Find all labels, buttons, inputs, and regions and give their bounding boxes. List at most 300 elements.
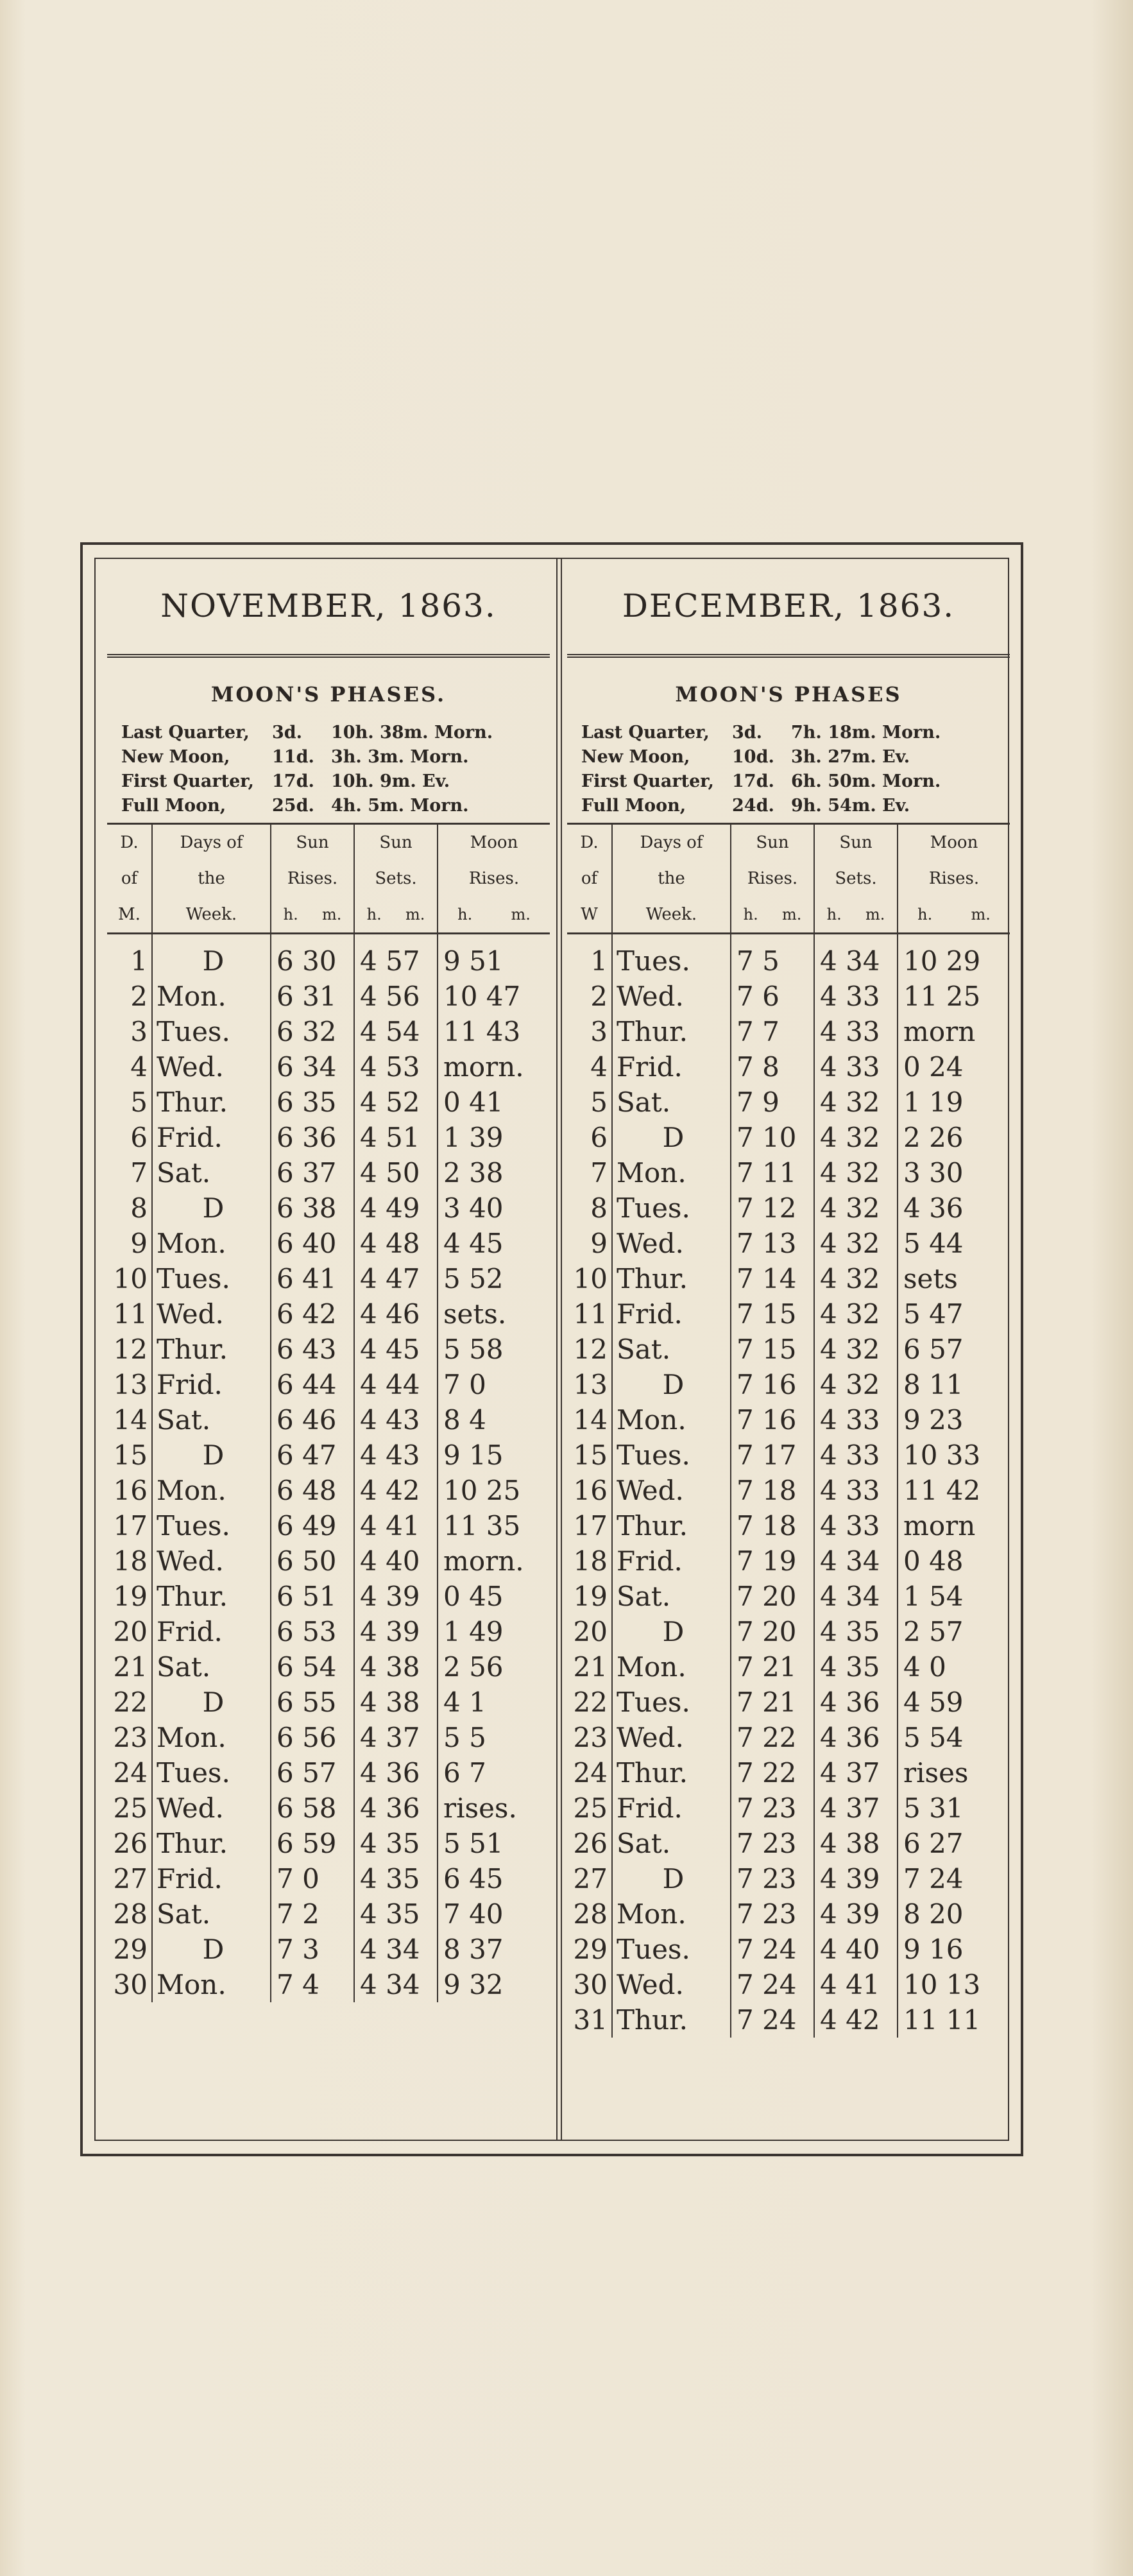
day-of-week: Tues. [612,1438,731,1473]
header-sun-sets [354,825,438,934]
header-line: D. [120,833,139,852]
table-row [567,1508,1010,1543]
day-number: 4 [107,1049,152,1085]
sun-set-time: 4 34 [814,1543,898,1579]
day-of-week: Mon. [612,1155,731,1190]
header-line: Rises. [468,869,520,888]
day-number: 12 [567,1332,612,1367]
calendar-table [107,825,550,2002]
day-of-week: Frid. [152,1614,271,1649]
moon-rise-time: 11 43 [443,1016,521,1047]
table-row [107,1190,550,1226]
phase-name: Last Quarter, [581,723,710,743]
header-moon-rises [898,825,1010,934]
moon-rise-time: 4 1 [443,1687,486,1718]
table-row [107,1508,550,1543]
day-number: 5 [107,1085,152,1120]
table-row [567,1332,1010,1367]
header-units [815,897,897,932]
sun-set-time: 4 33 [814,1508,898,1543]
sun-rise-time: 6 59 [271,1826,354,1861]
minutes-unit: m. [865,906,885,923]
header-line: Sets. [375,869,417,888]
table-row [107,1332,550,1367]
day-number: 17 [567,1508,612,1543]
day-number: 1 [567,934,612,979]
sun-rise-time: 6 58 [271,1790,354,1826]
table-row [567,1967,1010,2002]
day-number: 25 [107,1790,152,1826]
day-of-week: Sat. [152,1402,271,1438]
day-of-week: Sat. [612,1332,731,1367]
day-of-week: Thur. [152,1579,271,1614]
day-number: 15 [107,1438,152,1473]
moon-rise-time: 10 33 [903,1439,981,1471]
sun-rise-time: 6 53 [271,1614,354,1649]
sun-set-time: 4 33 [814,1049,898,1085]
sun-rise-time: 6 31 [271,979,354,1014]
sun-set-time: 4 53 [354,1049,438,1085]
header-sun-rises [271,825,354,934]
day-of-week: Mon. [612,1402,731,1438]
day-number: 13 [567,1367,612,1402]
day-number: 31 [567,2002,612,2038]
sun-set-time: 4 32 [814,1296,898,1332]
day-number: 7 [567,1155,612,1190]
phase-day: 3d. [272,723,303,743]
sun-rise-time: 6 34 [271,1049,354,1085]
table-row [567,1438,1010,1473]
sun-rise-time: 6 37 [271,1155,354,1190]
sun-rise-time: 7 21 [731,1649,814,1685]
day-of-week: Tues. [612,1190,731,1226]
moon-rise-time: 10 25 [443,1475,521,1506]
moon-rise-time: 6 27 [903,1828,964,1859]
header-line: Moon [470,833,518,852]
sun-rise-time: 7 18 [731,1473,814,1508]
day-number: 26 [567,1826,612,1861]
table-row [567,2002,1010,2038]
header-line: Sun [839,833,873,852]
header-line: Moon [930,833,978,852]
sun-rise-time: 6 55 [271,1685,354,1720]
moon-rise-time: 4 36 [903,1192,964,1224]
sun-rise-time: 7 24 [731,1932,814,1967]
day-number: 5 [567,1085,612,1120]
sun-set-time: 4 41 [354,1508,438,1543]
header-units [355,897,437,932]
sun-rise-time: 6 56 [271,1720,354,1755]
day-of-week: Tues. [152,1261,271,1296]
table-row [107,1896,550,1932]
day-number: 10 [107,1261,152,1296]
phase-row [567,794,1010,818]
day-number: 29 [107,1932,152,1967]
day-number: 22 [567,1685,612,1720]
moon-rise-time: 10 29 [903,945,981,977]
sun-rise-time: 7 13 [731,1226,814,1261]
phase-name: Last Quarter, [121,723,250,743]
sun-set-time: 4 56 [354,979,438,1014]
moon-rise-time: 2 56 [443,1651,504,1683]
table-row [567,1014,1010,1049]
sun-rise-time: 7 15 [731,1296,814,1332]
day-number: 16 [107,1473,152,1508]
table-row [107,1049,550,1085]
sun-rise-time: 6 38 [271,1190,354,1226]
phase-time: 4h. 5m. Morn. [331,796,469,816]
day-of-week: D [152,1685,271,1720]
moon-rise-time: 4 59 [903,1687,964,1718]
table-row [107,1367,550,1402]
moon-rise-time: 0 24 [903,1051,964,1083]
day-number: 21 [107,1649,152,1685]
sun-set-time: 4 35 [354,1861,438,1896]
sun-set-time: 4 32 [814,1226,898,1261]
sun-set-time: 4 43 [354,1402,438,1438]
day-number: 21 [567,1649,612,1685]
hours-unit: h. [283,906,298,923]
moon-rise-time: morn. [443,1545,524,1577]
phase-row [567,745,1010,769]
sun-set-time: 4 36 [354,1790,438,1826]
table-row [567,1755,1010,1790]
day-number: 15 [567,1438,612,1473]
day-number: 20 [107,1614,152,1649]
day-number: 28 [567,1896,612,1932]
day-of-week: Wed. [152,1049,271,1085]
table-row [567,1826,1010,1861]
sun-set-time: 4 40 [354,1543,438,1579]
table-row [107,1226,550,1261]
sun-set-time: 4 36 [354,1755,438,1790]
day-number: 30 [107,1967,152,2002]
hours-unit: h. [826,906,842,923]
sun-set-time: 4 35 [814,1614,898,1649]
sun-set-time: 4 32 [814,1085,898,1120]
sun-rise-time: 6 42 [271,1296,354,1332]
table-row [107,1826,550,1861]
day-of-week: Thur. [152,1085,271,1120]
sun-rise-time: 7 5 [731,934,814,979]
phase-name: Full Moon, [121,796,226,816]
header-line: Week. [185,905,237,924]
sun-set-time: 4 44 [354,1367,438,1402]
table-row [567,1155,1010,1190]
sun-set-time: 4 32 [814,1190,898,1226]
day-of-week: Wed. [612,1720,731,1755]
table-row [107,979,550,1014]
sun-set-time: 4 54 [354,1014,438,1049]
sun-rise-time: 6 36 [271,1120,354,1155]
table-row [567,979,1010,1014]
day-number: 8 [567,1190,612,1226]
day-of-week: Thur. [612,1261,731,1296]
header-line: Rises. [928,869,980,888]
moon-rise-time: 5 51 [443,1828,504,1859]
day-of-week: Wed. [152,1543,271,1579]
day-of-week: Wed. [612,1473,731,1508]
day-number: 26 [107,1826,152,1861]
table-row [567,1790,1010,1826]
header-line: D. [580,833,599,852]
sun-set-time: 4 38 [354,1649,438,1685]
sun-rise-time: 7 20 [731,1614,814,1649]
day-number: 11 [567,1296,612,1332]
sun-rise-time: 6 48 [271,1473,354,1508]
table-row [107,1790,550,1826]
moon-rise-time: 5 44 [903,1228,964,1259]
table-row [567,934,1010,979]
day-of-week: D [612,1367,731,1402]
header-line: Days of [640,833,703,852]
sun-rise-time: 7 19 [731,1543,814,1579]
day-number: 7 [107,1155,152,1190]
sun-set-time: 4 35 [814,1649,898,1685]
moon-rise-time: 6 7 [443,1757,486,1789]
day-of-week: Frid. [152,1367,271,1402]
minutes-unit: m. [511,906,531,923]
table-row [567,1190,1010,1226]
phase-row [107,745,550,769]
hours-unit: h. [457,906,473,923]
table-row [567,1614,1010,1649]
day-number: 2 [107,979,152,1014]
moon-rise-time: 8 11 [903,1369,964,1400]
day-number: 1 [107,934,152,979]
table-body [107,934,550,2003]
sun-rise-time: 6 47 [271,1438,354,1473]
day-number: 8 [107,1190,152,1226]
day-of-week: Mon. [152,1473,271,1508]
sun-set-time: 4 45 [354,1332,438,1367]
header-line: of [581,869,598,888]
moon-rise-time: 5 47 [903,1298,964,1330]
header-day-of-week [152,825,271,934]
moon-rise-time: 1 19 [903,1086,964,1118]
day-of-week: Sat. [612,1579,731,1614]
moon-rise-time: 2 38 [443,1157,504,1189]
sun-set-time: 4 33 [814,1473,898,1508]
header-sun-rises [731,825,814,934]
day-of-week: Sat. [612,1085,731,1120]
moon-rise-time: 7 0 [443,1369,486,1400]
sun-rise-time: 6 49 [271,1508,354,1543]
day-of-week: Sat. [152,1649,271,1685]
table-row [567,1367,1010,1402]
almanac-frame [80,542,1023,2156]
phase-day: 17d. [732,771,774,791]
table-row [567,1120,1010,1155]
sun-rise-time: 6 40 [271,1226,354,1261]
day-of-week: Tues. [612,934,731,979]
table-row [567,1579,1010,1614]
sun-rise-time: 7 4 [271,1967,354,2002]
day-number: 22 [107,1685,152,1720]
day-number: 3 [567,1014,612,1049]
moon-rise-time: 2 57 [903,1616,964,1647]
sun-rise-time: 7 15 [731,1332,814,1367]
sun-rise-time: 7 12 [731,1190,814,1226]
phase-time: 3h. 3m. Morn. [331,747,469,767]
table-row [567,1085,1010,1120]
table-row [107,1755,550,1790]
moon-phases [107,658,550,825]
day-of-week: Mon. [152,979,271,1014]
table-row [567,1543,1010,1579]
day-of-week: Thur. [612,1014,731,1049]
day-of-week: D [612,1861,731,1896]
sun-rise-time: 7 22 [731,1720,814,1755]
table-row [567,1649,1010,1685]
day-number: 24 [107,1755,152,1790]
day-of-week: Thur. [152,1332,271,1367]
moon-rise-time: sets [903,1263,958,1294]
sun-rise-time: 7 23 [731,1896,814,1932]
day-number: 13 [107,1367,152,1402]
sun-set-time: 4 46 [354,1296,438,1332]
moon-rise-time: morn [903,1510,976,1541]
table-row [107,1967,550,2002]
header-line: Sun [379,833,413,852]
table-row [567,1049,1010,1085]
minutes-unit: m. [405,906,425,923]
table-row [567,1896,1010,1932]
day-number: 23 [107,1720,152,1755]
moon-rise-time: 1 39 [443,1122,504,1153]
header-row [107,825,550,934]
table-body [567,934,1010,2038]
header-sun-sets [814,825,898,934]
sun-rise-time: 7 11 [731,1155,814,1190]
sun-set-time: 4 33 [814,1438,898,1473]
sun-set-time: 4 39 [354,1614,438,1649]
day-number: 9 [107,1226,152,1261]
moon-rise-time: 8 37 [443,1934,504,1965]
day-number: 23 [567,1720,612,1755]
table-row [107,1402,550,1438]
day-of-week: D [152,1190,271,1226]
day-number: 4 [567,1049,612,1085]
sun-set-time: 4 35 [354,1896,438,1932]
day-number: 29 [567,1932,612,1967]
sun-rise-time: 6 50 [271,1543,354,1579]
moon-rise-time: 0 48 [903,1545,964,1577]
phase-row [107,769,550,794]
table-row [567,1720,1010,1755]
day-number: 16 [567,1473,612,1508]
day-of-week: Wed. [612,979,731,1014]
month-title: DECEMBER, 1863. [567,558,1010,658]
phases-title: MOON'S PHASES [675,682,902,707]
sun-set-time: 4 32 [814,1155,898,1190]
day-number: 28 [107,1896,152,1932]
header-line: the [658,869,685,888]
phase-name: Full Moon, [581,796,686,816]
table-row [567,1685,1010,1720]
day-number: 18 [107,1543,152,1579]
moon-rise-time: 4 45 [443,1228,504,1259]
day-number: 27 [567,1861,612,1896]
day-of-week: Tues. [612,1685,731,1720]
day-of-week: Wed. [152,1790,271,1826]
day-of-week: Tues. [152,1508,271,1543]
day-of-week: D [612,1120,731,1155]
day-of-week: Frid. [152,1120,271,1155]
moon-rise-time: 9 16 [903,1934,964,1965]
day-of-week: Thur. [612,1508,731,1543]
day-of-week: Mon. [152,1720,271,1755]
sun-set-time: 4 36 [814,1720,898,1755]
sun-set-time: 4 34 [354,1932,438,1967]
moon-rise-time: 1 54 [903,1581,964,1612]
moon-phases [567,658,1010,825]
moon-rise-time: 9 32 [443,1969,504,2000]
phase-time: 10h. 38m. Morn. [331,723,493,743]
header-line: Days of [180,833,243,852]
sun-set-time: 4 39 [354,1579,438,1614]
moon-rise-time: 0 41 [443,1086,504,1118]
phase-row [567,721,1010,745]
header-units [438,897,550,932]
sun-rise-time: 7 24 [731,1967,814,2002]
moon-rise-time: 11 25 [903,981,981,1012]
sun-rise-time: 7 6 [731,979,814,1014]
header-line: of [121,869,138,888]
phase-time: 7h. 18m. Morn. [791,723,941,743]
sun-set-time: 4 37 [354,1720,438,1755]
sun-set-time: 4 32 [814,1120,898,1155]
sun-set-time: 4 35 [354,1826,438,1861]
sun-rise-time: 6 44 [271,1367,354,1402]
header-day-of-month [107,825,152,934]
moon-rise-time: rises. [443,1792,517,1824]
sun-set-time: 4 48 [354,1226,438,1261]
header-row [567,825,1010,934]
day-of-week: Wed. [612,1226,731,1261]
phase-time: 9h. 54m. Ev. [791,796,910,816]
moon-rise-time: 5 5 [443,1722,486,1753]
sun-set-time: 4 41 [814,1967,898,2002]
hours-unit: h. [917,906,933,923]
sun-rise-time: 7 10 [731,1120,814,1155]
day-of-week: Tues. [152,1755,271,1790]
table-row [107,1720,550,1755]
sun-set-time: 4 33 [814,979,898,1014]
day-of-week: Sat. [152,1896,271,1932]
sun-rise-time: 7 23 [731,1861,814,1896]
phase-name: First Quarter, [121,771,254,791]
sun-rise-time: 7 17 [731,1438,814,1473]
moon-rise-time: 0 45 [443,1581,504,1612]
header-units [898,897,1010,932]
sun-set-time: 4 32 [814,1367,898,1402]
sun-set-time: 4 49 [354,1190,438,1226]
sun-rise-time: 7 20 [731,1579,814,1614]
moon-rise-time: 8 20 [903,1898,964,1930]
header-units [271,897,354,932]
day-of-week: Mon. [612,1649,731,1685]
phase-day: 24d. [732,796,774,816]
moon-rise-time: 7 24 [903,1863,964,1894]
day-of-week: Sat. [612,1826,731,1861]
moon-rise-time: 10 47 [443,981,521,1012]
moon-rise-time: 5 58 [443,1334,504,1365]
header-moon-rises [438,825,550,934]
sun-set-time: 4 40 [814,1932,898,1967]
sun-set-time: 4 51 [354,1120,438,1155]
sun-set-time: 4 50 [354,1155,438,1190]
